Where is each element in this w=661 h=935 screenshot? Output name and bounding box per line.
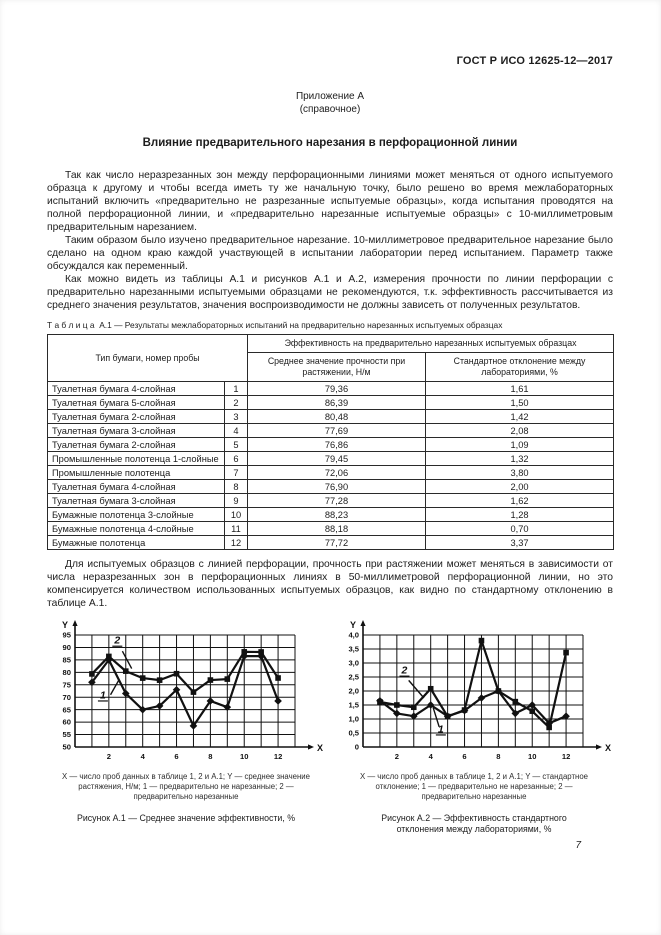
chart-a2-standard-deviation [335, 619, 613, 769]
table-body [48, 382, 614, 550]
body-paragraphs [47, 169, 613, 312]
figure-a2-note: X — число проб данных в таблице 1, 2 и А.1; Y — стандартное отклонение; 1 — предварительно не нарезанные; 2 — предварительно нарезанные [359, 772, 589, 801]
cell-mean-strength: 72,06 [248, 466, 426, 480]
svg-text:0: 0 [354, 742, 359, 752]
cell-mean-strength: 86,39 [248, 396, 426, 410]
paragraph: Таким образом было изучено предварительное нарезание. 10-миллиметровое предварительное нарезание было сделано на одном краю каждой участвующей в испытании лаборатории перед испытанием. Параметр также обсуждался как переменный. [47, 235, 613, 272]
cell-std-deviation: 2,08 [426, 424, 614, 438]
cell-std-deviation: 1,62 [426, 494, 614, 508]
table-row [48, 480, 614, 494]
table-caption-label: Т а б л и ц а А.1 [47, 320, 112, 330]
svg-text:12: 12 [273, 752, 283, 761]
chart-a1-mean-effectiveness [47, 619, 325, 769]
cell-sample-number: 8 [225, 480, 248, 494]
cell-mean-strength: 76,86 [248, 438, 426, 452]
column-group-header: Эффективность на предварительно нарезанных испытуемых образцах [248, 335, 614, 353]
table-caption [47, 320, 613, 330]
figure-a1 [47, 619, 325, 835]
cell-paper-type: Промышленные полотенца [48, 466, 225, 480]
svg-text:1,0: 1,0 [348, 714, 359, 724]
cell-sample-number: 2 [225, 396, 248, 410]
table-row [48, 382, 614, 396]
cell-paper-type: Туалетная бумага 2-слойная [48, 438, 225, 452]
cell-std-deviation: 2,00 [426, 480, 614, 494]
column-header-type: Тип бумаги, номер пробы [48, 335, 248, 382]
table-row [48, 424, 614, 438]
figure-a2 [335, 619, 613, 835]
cell-std-deviation: 1,61 [426, 382, 614, 396]
table-row [48, 494, 614, 508]
cell-mean-strength: 79,45 [248, 452, 426, 466]
cell-mean-strength: 88,23 [248, 508, 426, 522]
svg-text:80: 80 [62, 667, 71, 677]
table-caption-text: — Результаты межлабораторных испытаний на предварительно нарезанных испытуемых образцах [114, 320, 503, 330]
svg-text:4: 4 [428, 752, 433, 761]
cell-paper-type: Туалетная бумага 5-слойная [48, 396, 225, 410]
svg-text:8: 8 [496, 752, 501, 761]
svg-text:3,0: 3,0 [348, 658, 359, 668]
svg-text:0,5: 0,5 [348, 728, 359, 738]
table-header [48, 335, 614, 382]
svg-text:4: 4 [140, 752, 145, 761]
cell-mean-strength: 77,72 [248, 536, 426, 550]
svg-text:2,0: 2,0 [348, 686, 359, 696]
paragraph: Для испытуемых образцов с линией перфорации, прочность при растяжении может меняться в зависимости от числа неразрезанных зон в перфорационных линиях в 50-миллиметровой перфорационной линии, но это компенсируется количеством использованных испытуемых образцов, как видно по стандартному отклонению в таблице А.1. [47, 559, 613, 609]
table-row [48, 452, 614, 466]
svg-text:12: 12 [561, 752, 571, 761]
cell-paper-type: Бумажные полотенца 4-слойные [48, 522, 225, 536]
figure-a2-caption: Рисунок А.2 — Эффективность стандартного отклонения между лабораториями, % [381, 813, 567, 834]
svg-text:2: 2 [394, 752, 399, 761]
cell-std-deviation: 0,70 [426, 522, 614, 536]
cell-paper-type: Промышленные полотенца 1-слойные [48, 452, 225, 466]
svg-text:90: 90 [62, 643, 71, 653]
svg-text:8: 8 [208, 752, 213, 761]
cell-paper-type: Туалетная бумага 3-слойная [48, 424, 225, 438]
svg-text:65: 65 [62, 705, 71, 715]
page-content [47, 0, 613, 835]
paragraph: Как можно видеть из таблицы А.1 и рисунков А.1 и А.2, измерения прочности по линии перфорации с предварительно нарезанными испытуемыми образцами не рекомендуются, т.к. эффективность рассчитывается из среднего значения результатов, значения воспроизводимости не должны зависеть от полученных результатов. [47, 274, 613, 311]
cell-paper-type: Туалетная бумага 4-слойная [48, 480, 225, 494]
svg-text:10: 10 [240, 752, 249, 761]
cell-sample-number: 12 [225, 536, 248, 550]
svg-text:85: 85 [62, 655, 71, 665]
svg-text:1: 1 [437, 723, 444, 736]
cell-paper-type: Туалетная бумага 2-слойная [48, 410, 225, 424]
figure-a1-caption: Рисунок А.1 — Среднее значение эффективности, % [76, 813, 296, 823]
page-number: 7 [575, 840, 581, 851]
svg-text:50: 50 [62, 742, 71, 752]
cell-mean-strength: 77,28 [248, 494, 426, 508]
paragraph: Так как число неразрезанных зон между перфорационными линиями может меняться от одного испытуемого образца к другому и чтобы всегда иметь ту же начальную точку, было решено во время межлабораторных испытаний включить «предварительно не разрезанные испытуемые образцы», когда испытания проводятся на полной перфорационной линии, и «предварительно нарезанные испытуемые образцы» с 10-миллиметровым предварительным нарезанием. [47, 170, 613, 233]
svg-text:1: 1 [100, 689, 106, 702]
cell-paper-type: Бумажные полотенца [48, 536, 225, 550]
doc-code: ГОСТ Р ИСО 12625-12—2017 [456, 55, 613, 67]
annex-line2: (справочное) [299, 103, 361, 115]
figures-row [47, 619, 613, 835]
svg-text:2: 2 [114, 634, 121, 647]
cell-sample-number: 9 [225, 494, 248, 508]
cell-sample-number: 4 [225, 424, 248, 438]
svg-text:X: X [317, 743, 324, 753]
svg-text:1,5: 1,5 [348, 700, 359, 710]
cell-std-deviation: 1,42 [426, 410, 614, 424]
cell-paper-type: Туалетная бумага 3-слойная [48, 494, 225, 508]
svg-text:60: 60 [62, 717, 71, 727]
cell-sample-number: 10 [225, 508, 248, 522]
cell-mean-strength: 88,18 [248, 522, 426, 536]
cell-std-deviation: 3,37 [426, 536, 614, 550]
cell-mean-strength: 79,36 [248, 382, 426, 396]
cell-paper-type: Бумажные полотенца 3-слойные [48, 508, 225, 522]
cell-std-deviation: 1,09 [426, 438, 614, 452]
table-row [48, 536, 614, 550]
cell-sample-number: 3 [225, 410, 248, 424]
column-header-mean: Среднее значение прочности при растяжении, Н/м [248, 353, 426, 382]
svg-text:6: 6 [462, 752, 467, 761]
cell-std-deviation: 1,28 [426, 508, 614, 522]
table-row [48, 438, 614, 452]
svg-text:2,5: 2,5 [348, 672, 359, 682]
after-table-paragraph-wrap [47, 558, 613, 610]
svg-text:6: 6 [174, 752, 179, 761]
svg-text:4,0: 4,0 [348, 630, 359, 640]
table-row [48, 522, 614, 536]
page-title: Влияние предварительного нарезания в перфорационной линии [142, 137, 518, 149]
svg-text:3,5: 3,5 [348, 644, 359, 654]
table-row [48, 396, 614, 410]
annex-line1: Приложение А [295, 91, 365, 102]
cell-std-deviation: 3,80 [426, 466, 614, 480]
cell-mean-strength: 80,48 [248, 410, 426, 424]
figure-a1-note: X — число проб данных в таблице 1, 2 и А.1; Y — среднее значение растяжения, Н/м; 1 — предварительно не нарезанные; 2 — предварительно нарезанные [62, 772, 310, 801]
cell-paper-type: Туалетная бумага 4-слойная [48, 382, 225, 396]
cell-mean-strength: 76,90 [248, 480, 426, 494]
annex-heading [47, 91, 613, 116]
svg-text:10: 10 [528, 752, 537, 761]
svg-text:70: 70 [62, 692, 71, 702]
svg-text:2: 2 [401, 664, 408, 677]
cell-sample-number: 1 [225, 382, 248, 396]
cell-mean-strength: 77,69 [248, 424, 426, 438]
svg-text:2: 2 [106, 752, 111, 761]
table-row [48, 466, 614, 480]
cell-std-deviation: 1,50 [426, 396, 614, 410]
svg-text:X: X [605, 743, 612, 753]
cell-sample-number: 6 [225, 452, 248, 466]
cell-std-deviation: 1,32 [426, 452, 614, 466]
cell-sample-number: 5 [225, 438, 248, 452]
column-header-std: Стандартное отклонение между лабораториями, % [426, 353, 614, 382]
table-row [48, 410, 614, 424]
svg-text:Y: Y [349, 620, 356, 630]
svg-text:Y: Y [61, 620, 68, 630]
svg-text:95: 95 [62, 630, 71, 640]
svg-text:55: 55 [62, 730, 71, 740]
table-row [48, 508, 614, 522]
svg-text:75: 75 [62, 680, 71, 690]
results-table [47, 334, 614, 550]
cell-sample-number: 7 [225, 466, 248, 480]
cell-sample-number: 11 [225, 522, 248, 536]
